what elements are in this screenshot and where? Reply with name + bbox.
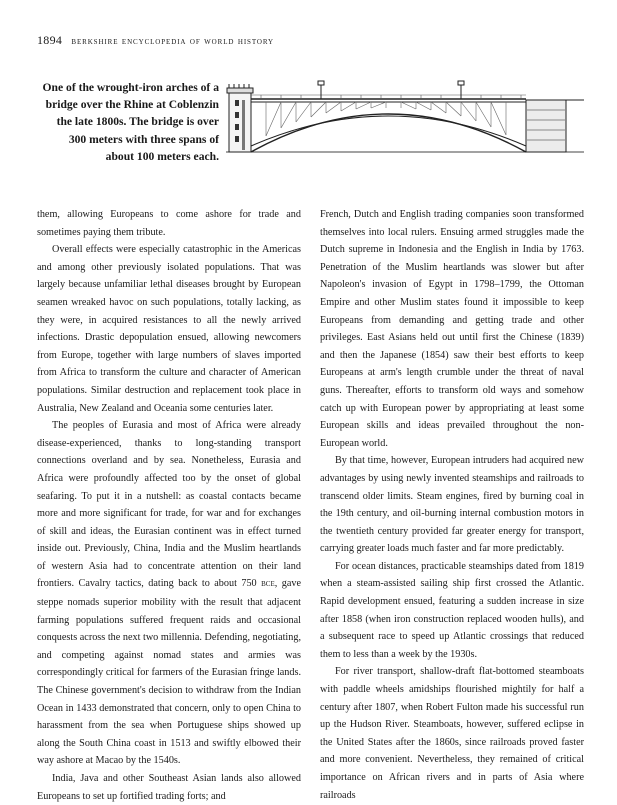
paragraph: India, Java and other Southeast Asian lands also allowed Europeans to set up fortified trading forts; and [37, 773, 301, 802]
paragraph: For ocean distances, practicable steamships dated from 1819 when a steam-assisted sailing ship first crossed the Atlantic. Rapid development ensued, featuring a sudden increase in size after 1858 (when iron construction replaced wooden hulls), and a subsequent race to speed up Atlantic crossings that reduced them to less than a week by the 1930s. [320, 560, 584, 660]
bridge-illustration-icon [226, 78, 584, 156]
era-abbreviation: bce [261, 579, 275, 590]
figure-caption: One of the wrought-iron arches of a bridge over the Rhine at Coblenzin the late 1800s. The bridge is over 300 meters with three spans of about 100 meters each. [42, 81, 219, 163]
paragraph: The peoples of Eurasia and most of Africa were already disease-experienced, thanks to long-standing transport connections overland and by sea. Nonetheless, Eurasia and Africa were profoundly affected too by the onset of global seafaring. To put it in a nutshell: as coastal contacts became more and more significant for trade, for war and for exchanges of skill and ideas, the Eurasian continent was in effect turned inside out. Previously, China, India and the Muslim heartlands of western Asia had to concentrate attention on their land frontiers. Cavalry tactics, dating back to about 750 bce, gave steppe nomads superior mobility with the result that adjacent farming populations suffered frequent raids and occasional conquests across the next two millennia. Defending, negotiating, and competing against nomad states and armies was correspondingly critical for farmers of the Eurasian fringe lands. The Chinese government's decision to withdraw from the Indian Ocean in 1433 demonstrated that concern, only to open China to harassment from the sea when Portuguese ships showed up along the South China coast in 1513 and swiftly elbowed their way ashore at Macao by the 1540s. [37, 420, 301, 767]
paragraph: Overall effects were especially catastrophic in the Americas and among other previously isolated populations. That was largely because unfamiliar lethal diseases brought by European seamen wreaked havoc on such populations, totally lacking, as they were, in acquired resistances to all the newly arrived infections. Drastic depopulation ensued, allowing newcomers from Europe, together with large numbers of slaves imported from Africa to transform the culture and character of American populations. Similar destruction and replacement took place in Australia, New Zealand and Oceania some centuries later. [37, 244, 301, 414]
left-column [37, 206, 301, 805]
paragraph: French, Dutch and English trading companies soon transformed themselves into local rulers. Ensuing armed struggles made the Dutch supreme in Indonesia and the English in India by 1763. Penetration of the Muslim heartlands was slower but after Napoleon's invasion of Egypt in 1798–1799, the Ottoman Empire and other Muslim states found it impossible to keep Europeans from demanding and getting trade and other privileges. East Asians held out until first the Chinese (1839) and then the Japanese (1854) saw their best efforts to keep Europeans at arm's length crumble under the threat of naval guns. Thereafter, efforts to transform old ways and somehow catch up with European power by appropriating at least some European skills and ideas prevailed throughout the non-European world. [320, 209, 584, 449]
right-column [320, 206, 584, 804]
running-title: berkshire encyclopedia of world history [71, 36, 274, 47]
paragraph: By that time, however, European intruders had acquired new advantages by using newly invented steamships and railroads to transcend older limits. Steam engines, fired by burning coal in the 19th century, and oil-burning internal combustion motors in the twentieth century provided far greater energy for transport, carrying greater loads much faster and far more predictably. [320, 455, 584, 555]
page-number: 1894 [37, 33, 63, 47]
running-header [37, 33, 274, 48]
paragraph: For river transport, shallow-draft flat-bottomed steamboats with paddle wheels amidships flourished mightily for half a century after 1807, when Robert Fulton made his successful run up the Hudson River. Steamboats, however, suffered eclipse in the United States after the 1860s, since railroads proved faster and more convenient. Nevertheless, they remained of critical importance on African rivers and in parts of Asia where railroads [320, 666, 584, 801]
paragraph: them, allowing Europeans to come ashore for trade and sometimes paying them tribute. [37, 209, 301, 238]
